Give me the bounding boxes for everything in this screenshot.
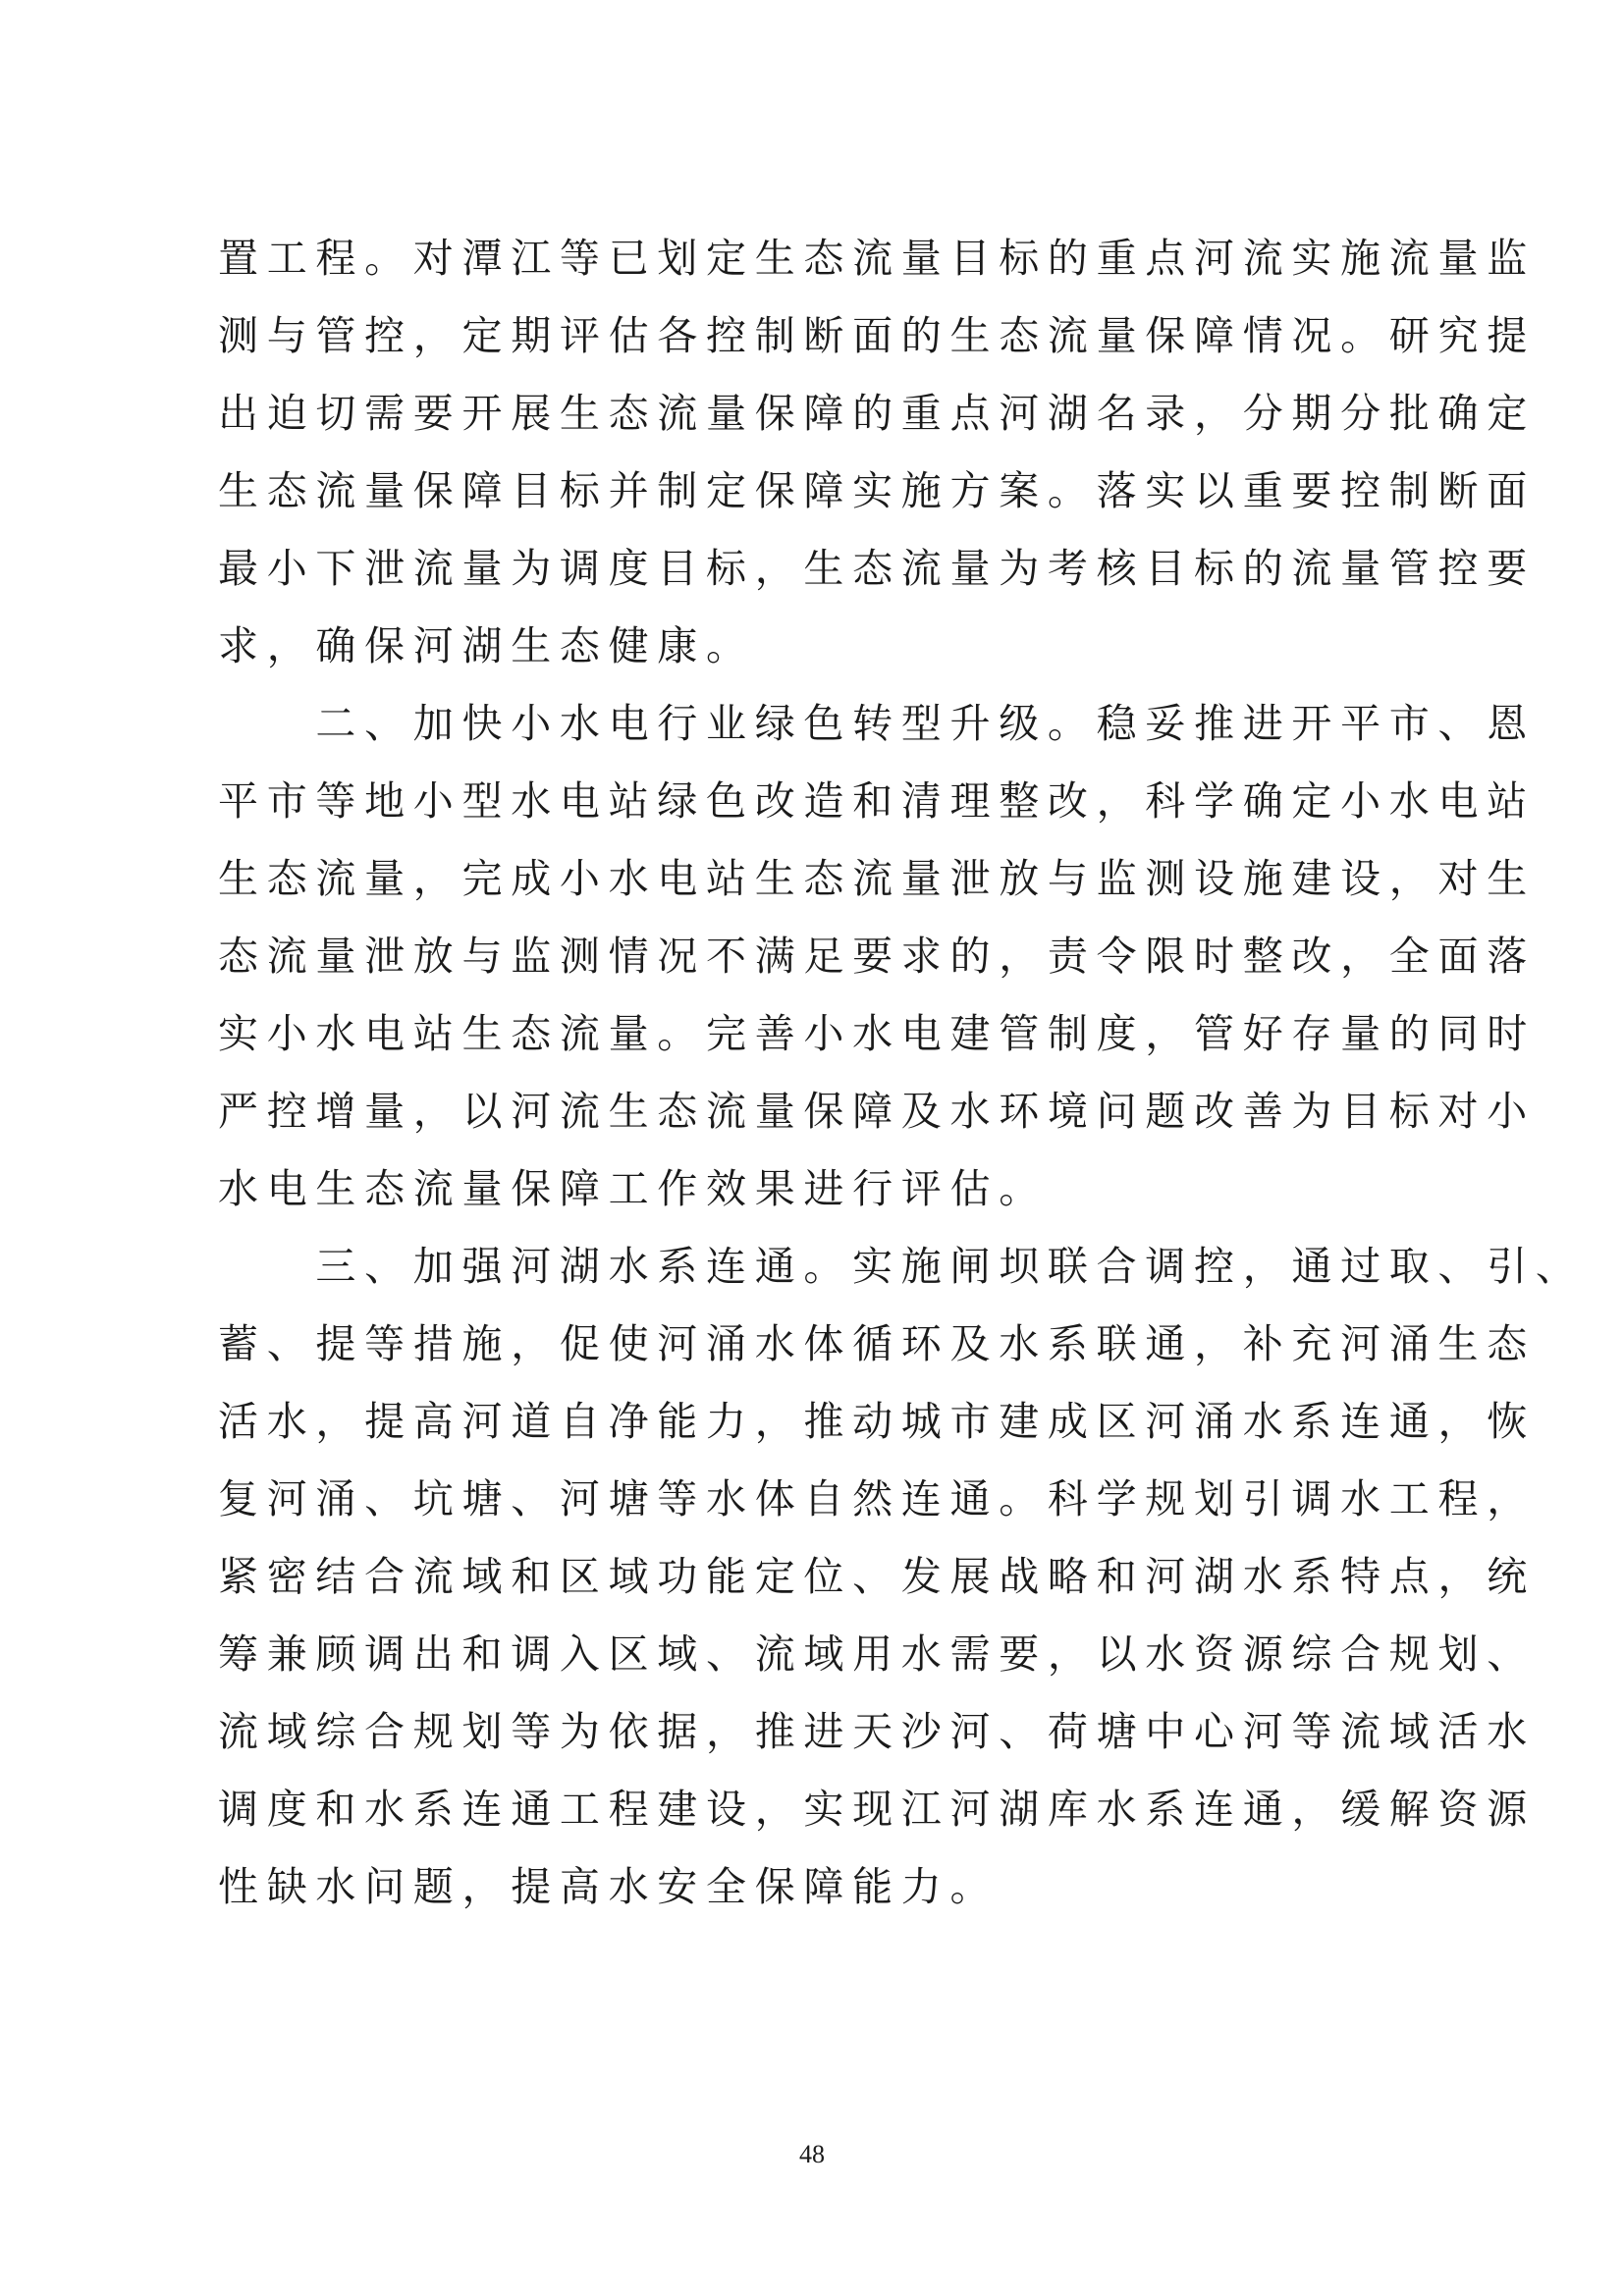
- text-line: 置工程。对潭江等已划定生态流量目标的重点河流实施流量监: [218, 235, 1536, 282]
- text-line: 出迫切需要开展生态流量保障的重点河湖名录，分期分批确定: [218, 390, 1536, 437]
- text-line: 紧密结合流域和区域功能定位、发展战略和河湖水系特点，统: [218, 1553, 1536, 1600]
- text-line: 蓄、提等措施，促使河涌水体循环及水系联通，补充河涌生态: [218, 1320, 1536, 1367]
- text-line: 平市等地小型水电站绿色改造和清理整改，科学确定小水电站: [218, 777, 1536, 825]
- text-line: 最小下泄流量为调度目标，生态流量为考核目标的流量管控要: [218, 545, 1536, 592]
- text-line: 严控增量，以河流生态流量保障及水环境问题改善为目标对小: [218, 1088, 1536, 1135]
- text-line: 生态流量，完成小水电站生态流量泄放与监测设施建设，对生: [218, 855, 1536, 902]
- text-line: 三、加强河湖水系连通。实施闸坝联合调控，通过取、引、: [218, 1243, 1585, 1290]
- text-line: 流域综合规划等为依据，推进天沙河、荷塘中心河等流域活水: [218, 1708, 1536, 1755]
- text-line: 性缺水问题，提高水安全保障能力。: [218, 1863, 1000, 1910]
- text-line: 水电生态流量保障工作效果进行评估。: [218, 1165, 1048, 1212]
- text-line: 筹兼顾调出和调入区域、流域用水需要，以水资源综合规划、: [218, 1630, 1536, 1678]
- text-line: 实小水电站生态流量。完善小水电建管制度，管好存量的同时: [218, 1010, 1536, 1057]
- text-line: 活水，提高河道自净能力，推动城市建成区河涌水系连通，恢: [218, 1398, 1536, 1445]
- page-number: 48: [799, 2140, 825, 2168]
- text-line: 求，确保河湖生态健康。: [218, 622, 755, 669]
- text-line: 测与管控，定期评估各控制断面的生态流量保障情况。研究提: [218, 312, 1536, 359]
- text-line: 二、加快小水电行业绿色转型升级。稳妥推进开平市、恩: [218, 700, 1536, 747]
- text-line: 生态流量保障目标并制定保障实施方案。落实以重要控制断面: [218, 467, 1536, 514]
- text-line: 复河涌、坑塘、河塘等水体自然连通。科学规划引调水工程，: [218, 1475, 1536, 1522]
- text-line: 调度和水系连通工程建设，实现江河湖库水系连通，缓解资源: [218, 1786, 1536, 1833]
- text-line: 态流量泄放与监测情况不满足要求的，责令限时整改，全面落: [218, 933, 1536, 980]
